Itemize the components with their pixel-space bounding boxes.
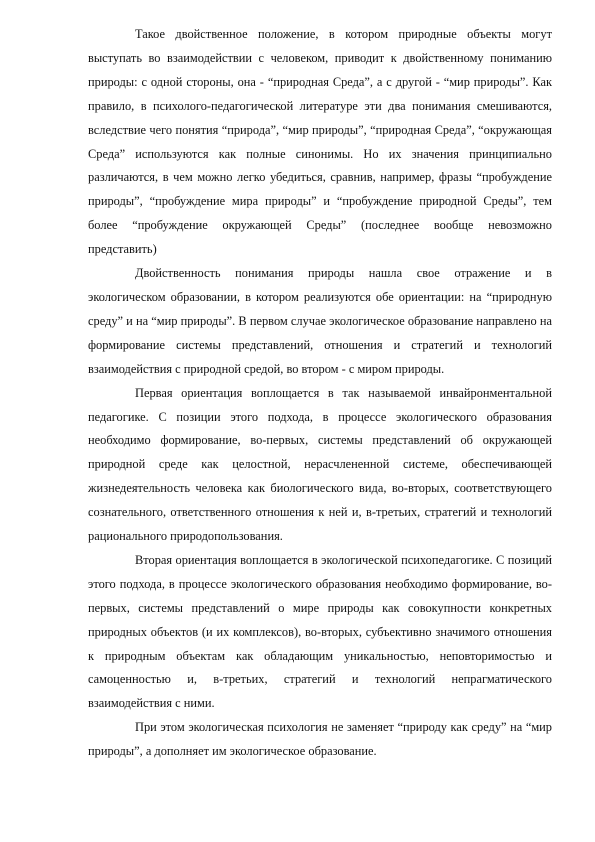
paragraph-4: Вторая ориентация воплощается в экологической психопедагогике. С позиций этого подхода, в процессе экологического образования необходимо формирование, во-первых, системы представлений о мире природы как совокупности конкретных природных объектов (и их комплексов), во-вторых, субъективно значимого отношения к природным объектам как обладающим уникальностью, неповторимостью и самоценностью и, в-третьих, стратегий и технологий непрагматического взаимодействия с ними. xyxy=(88,552,552,711)
paragraph-1: Такое двойственное положение, в котором природные объекты могут выступать во взаимодействии с человеком, приводит к двойственному пониманию природы: с одной стороны, она - “природная Среда”, а с другой - “мир природы”. Как правило, в психолого-педагогической литературе эти два понимания смешиваются, вследствие чего понятия “природа”, “мир природы”, “природная Среда”, “окружающая Среда” используются как полные синонимы. Но их значения принципиально различаются, в чем можно легко убедиться, сравнив, например, фразы “пробуждение природы”, “пробуждение мира природы” и “пробуждение природной Среды”, тем более “пробуждение окружающей Среды” (последнее вообще невозможно представить) xyxy=(88,27,552,257)
paragraph-2: Двойственность понимания природы нашла свое отражение и в экологическом образовании, в котором реализуются обе ориентации: на “природную среду” и на “мир природы”. В первом случае экологическое образование направлено на формирование системы представлений, отношения и стратегий и технологий взаимодействия с природной средой, во втором - с миром природы. xyxy=(88,266,552,376)
document-page xyxy=(88,0,552,764)
paragraph-5: При этом экологическая психология не заменяет “природу как среду” на “мир природы”, а дополняет им экологическое образование. xyxy=(88,720,552,759)
paragraph-3: Первая ориентация воплощается в так называемой инвайронментальной педагогике. С позиции этого подхода, в процессе экологического образования необходимо формирование, во-первых, системы представлений об окружающей природной среде как целостной, нерасчлененной системе, обеспечивающей жизнедеятельность человека как биологического вида, во-вторых, соответствующего сознательного, ответственного отношения к ней и, в-третьих, стратегий и технологий рационального природопользования. xyxy=(88,385,552,544)
